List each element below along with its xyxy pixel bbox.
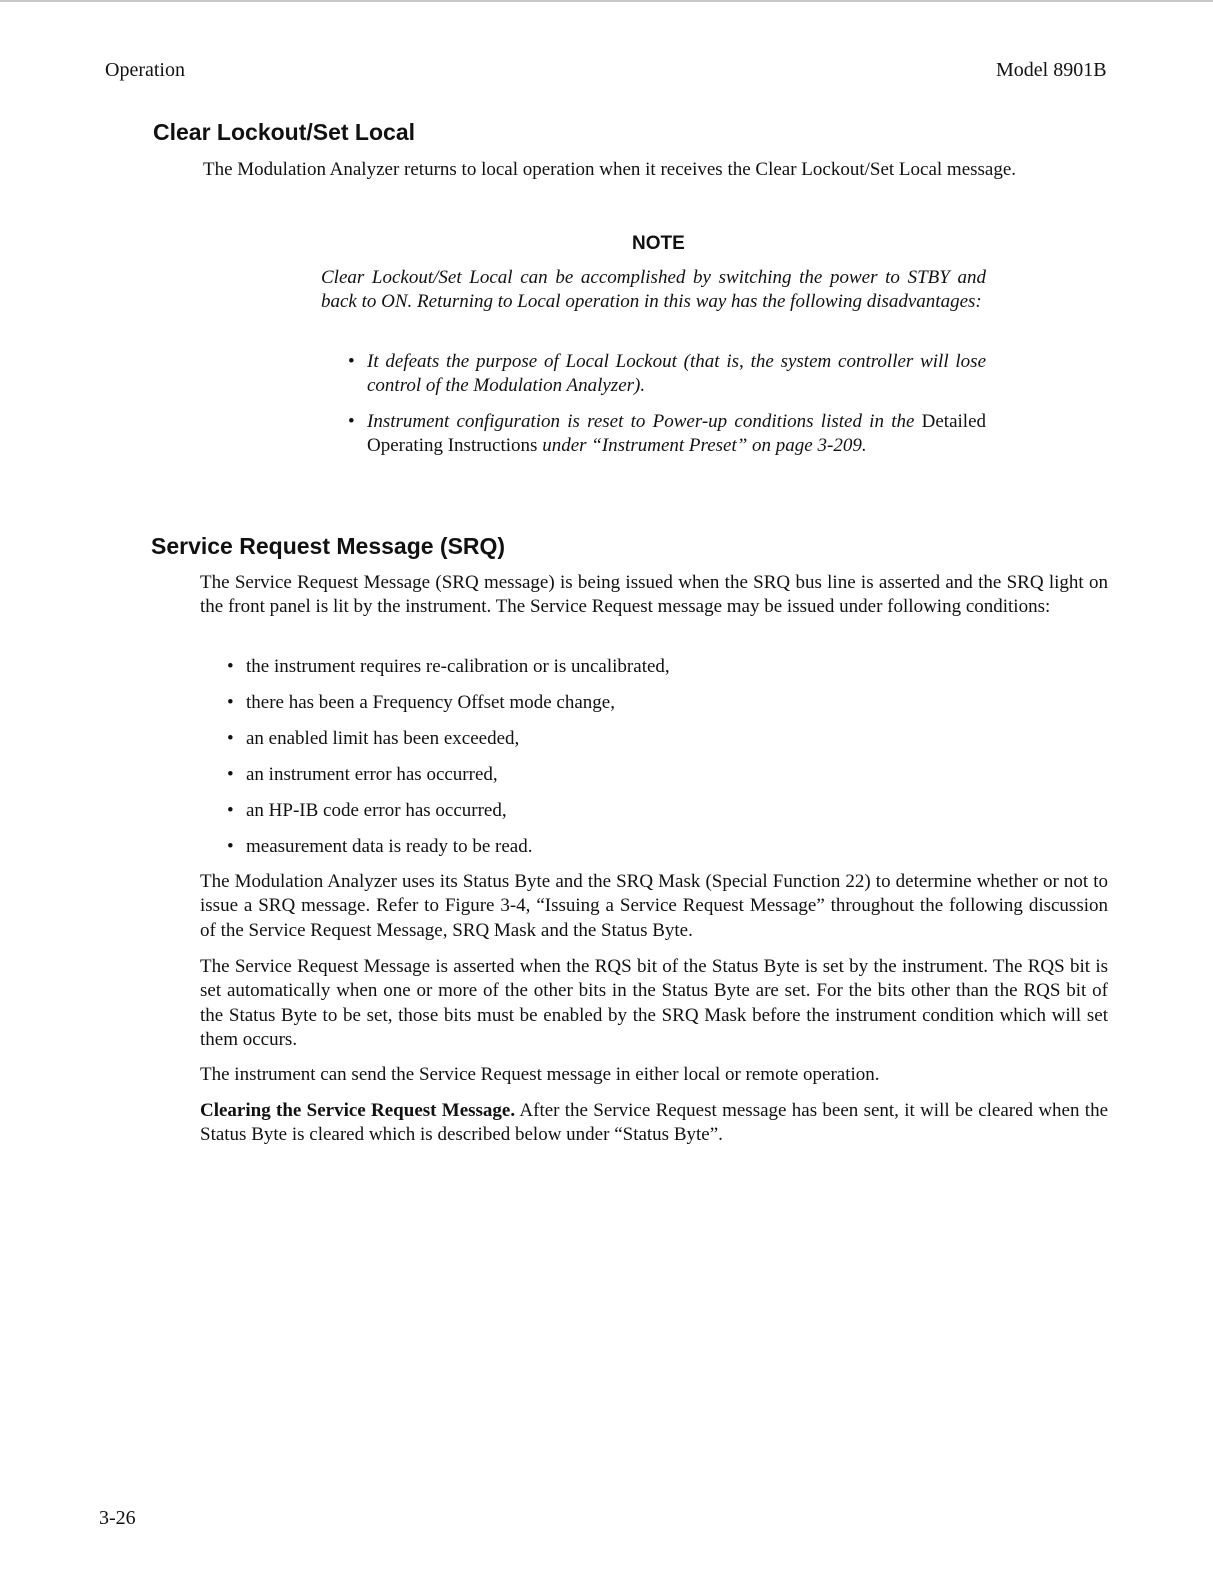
heading-srq: Service Request Message (SRQ) — [151, 533, 506, 559]
srq-status-byte-paragraph: The Modulation Analyzer uses its Status Byte and the SRQ Mask (Special Function 22) to determine whether or not to issue a SRQ message. Refer to Figure 3-4, “Issuing a Service Request Message” throughout the following discussion of the Service Request Message, SRQ Mask and the Status Byte. — [200, 871, 1108, 941]
note-title: NOTE — [632, 233, 685, 254]
srq-condition-item — [227, 727, 1087, 751]
clear-lockout-paragraph: The Modulation Analyzer returns to local operation when it receives the Clear Lockout/Set Local message. — [203, 159, 1017, 180]
bullet-dot: • — [227, 656, 234, 677]
bullet-dot: • — [227, 800, 234, 821]
note-bullet-text-c: under “Instrument Preset” on page 3-209. — [542, 435, 867, 457]
srq-condition-item — [227, 655, 1087, 679]
note-bullet — [348, 350, 986, 399]
running-header-model: Model 8901B — [996, 59, 1107, 81]
bullet-dot: • — [227, 764, 234, 785]
srq-condition-item — [227, 691, 1087, 715]
note-bullet-text-b: Detailed Operating Instructions — [367, 411, 986, 457]
bullet-dot: • — [227, 728, 234, 749]
bullet-dot: • — [348, 351, 355, 372]
clearing-body: After the Service Request message has been sent, it will be cleared when the Status Byte is cleared which is described below under “Status Byte”. — [200, 1100, 1109, 1146]
heading-clear-lockout: Clear Lockout/Set Local — [153, 119, 416, 145]
page-number: 3-26 — [99, 1507, 136, 1529]
srq-rqs-paragraph: The Service Request Message is asserted when the RQS bit of the Status Byte is set by the instrument. The RQS bit is set automatically when one or more of the other bits in the Status Byte are set. For the bits other than the RQS bit of the Status Byte to be set, those bits must be enabled by the SRQ Mask before the instrument condition which will set them occurs. — [200, 956, 1108, 1050]
srq-condition-item — [227, 799, 1087, 823]
bullet-dot: • — [227, 692, 234, 713]
top-rule — [0, 0, 1213, 2]
srq-condition-text: an enabled limit has been exceeded, — [246, 728, 520, 749]
srq-condition-text: measurement data is ready to be read. — [246, 836, 533, 857]
bullet-dot: • — [227, 836, 234, 857]
running-header-section: Operation — [105, 59, 185, 81]
note-bullet-text-a: Instrument configuration is reset to Power-up conditions listed in the — [367, 411, 915, 432]
srq-intro-paragraph: The Service Request Message (SRQ message) is being issued when the SRQ bus line is asserted and the SRQ light on the front panel is lit by the instrument. The Service Request message may be issued under following conditions: — [200, 572, 1108, 618]
srq-condition-item — [227, 835, 1087, 859]
srq-clearing-paragraph — [200, 1099, 1108, 1148]
clearing-runin-title: Clearing the Service Request Message. — [200, 1100, 516, 1121]
srq-condition-text: an instrument error has occurred, — [246, 764, 498, 785]
srq-condition-item — [227, 763, 1087, 787]
note-bullet-text — [367, 410, 986, 459]
note-bullet — [348, 410, 986, 459]
srq-condition-text: there has been a Frequency Offset mode change, — [246, 692, 615, 713]
note-intro: Clear Lockout/Set Local can be accomplished by switching the power to STBY and back to ON. Returning to Local operation in this way has the following disadvantages: — [321, 267, 986, 313]
bullet-dot: • — [348, 411, 355, 432]
note-bullet-text: It defeats the purpose of Local Lockout (that is, the system controller will lose control of the Modulation Analyzer). — [367, 351, 986, 397]
srq-condition-text: an HP-IB code error has occurred, — [246, 800, 507, 821]
srq-local-remote-paragraph: The instrument can send the Service Request message in either local or remote operation. — [200, 1064, 880, 1085]
srq-condition-text: the instrument requires re-calibration or is uncalibrated, — [246, 656, 670, 677]
